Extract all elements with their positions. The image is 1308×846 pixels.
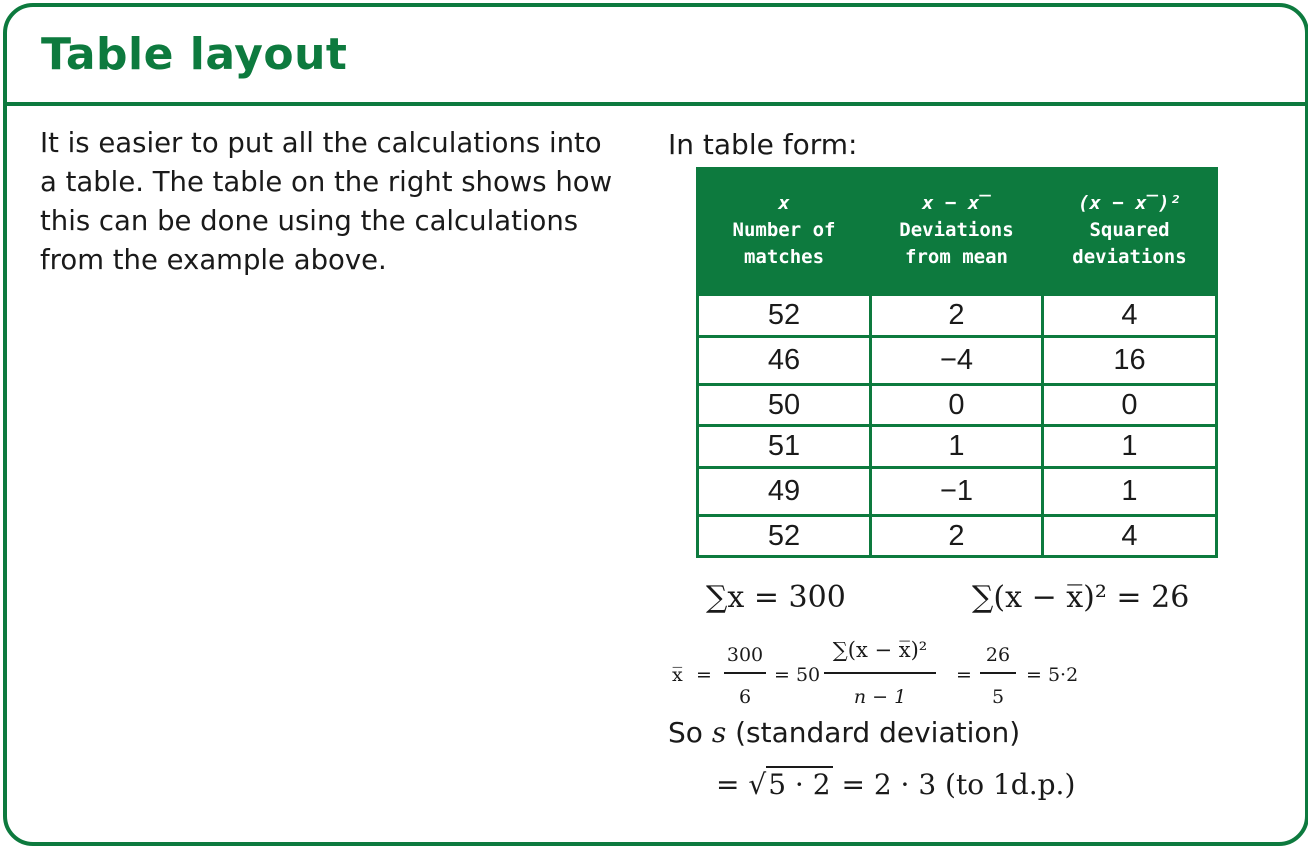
table-cell: 2	[871, 295, 1043, 337]
equals-sign: =	[696, 664, 712, 686]
xbar-symbol: x̅	[672, 664, 683, 686]
header-symbol: (x − x̅)²	[1078, 191, 1181, 214]
sum-x: ∑x = 300	[706, 580, 846, 615]
mean-variance-formula	[672, 636, 1092, 716]
header-label: from mean	[905, 245, 1008, 268]
fraction-numerator: ∑(x − x̅)²	[832, 638, 928, 662]
fraction-numerator: 300	[726, 644, 764, 666]
equals-value: = 5·2	[1026, 664, 1079, 686]
intro-paragraph: It is easier to put all the calculations into a table. The table on the right shows how this can be done using the calculations from the example above.	[40, 127, 613, 276]
table-cell: 46	[698, 337, 871, 385]
result-value: = 2 · 3 (to 1d.p.)	[841, 768, 1076, 801]
fraction-numerator: 26	[985, 644, 1011, 666]
table-cell: 1	[871, 426, 1043, 468]
sqrt-icon: √	[748, 768, 767, 801]
sum-squared-deviations: ∑(x − x̅)² = 26	[972, 580, 1190, 615]
equals-value: = 50	[774, 664, 821, 686]
fraction-denominator: n − 1	[853, 686, 907, 708]
title-bar	[7, 7, 1305, 106]
header-symbol: x	[778, 191, 790, 214]
result-equals: =	[716, 768, 740, 801]
table-row	[698, 337, 1217, 385]
table-cell: 0	[1043, 385, 1217, 426]
table-row	[698, 385, 1217, 426]
table-cell: 4	[1043, 516, 1217, 557]
table-cell: 52	[698, 295, 871, 337]
conclusion-prefix: So	[668, 716, 712, 749]
header-deviation	[871, 167, 1043, 295]
table-cell: 2	[871, 516, 1043, 557]
standard-deviation-result	[716, 768, 1075, 801]
header-squared	[1043, 167, 1217, 295]
table-cell: 49	[698, 468, 871, 516]
table-header-row	[698, 167, 1217, 295]
table-cell: 51	[698, 426, 871, 468]
page-title: Table layout	[41, 29, 348, 80]
conclusion-symbol: s	[711, 716, 727, 749]
table-caption: In table form:	[668, 128, 858, 161]
table-cell: 52	[698, 516, 871, 557]
fraction-bar	[724, 672, 766, 674]
table-row	[698, 516, 1217, 557]
table-cell: 0	[871, 385, 1043, 426]
table-cell: 4	[1043, 295, 1217, 337]
fraction-bar	[980, 672, 1016, 674]
table-cell: −1	[871, 468, 1043, 516]
conclusion-suffix: (standard deviation)	[726, 716, 1021, 749]
header-x	[698, 167, 871, 295]
deviation-table	[696, 167, 1218, 558]
table-row	[698, 468, 1217, 516]
fraction-denominator: 6	[738, 686, 752, 708]
header-label: deviations	[1072, 245, 1187, 268]
equals-sign: =	[956, 664, 972, 686]
table-cell: −4	[871, 337, 1043, 385]
header-label: matches	[743, 245, 825, 268]
fraction-denominator: 5	[991, 686, 1005, 708]
header-label: Number of	[732, 218, 836, 241]
table-row	[698, 295, 1217, 337]
header-label: Squared	[1089, 218, 1170, 241]
header-symbol: x − x̅	[922, 191, 991, 214]
table-cell: 16	[1043, 337, 1217, 385]
table-row	[698, 426, 1217, 468]
header-label: Deviations	[899, 218, 1014, 241]
fraction-bar	[824, 672, 936, 674]
table-cell: 1	[1043, 426, 1217, 468]
radicand: 5 · 2	[768, 768, 831, 801]
table-cell: 1	[1043, 468, 1217, 516]
table-cell: 50	[698, 385, 871, 426]
conclusion-line	[668, 716, 1020, 749]
